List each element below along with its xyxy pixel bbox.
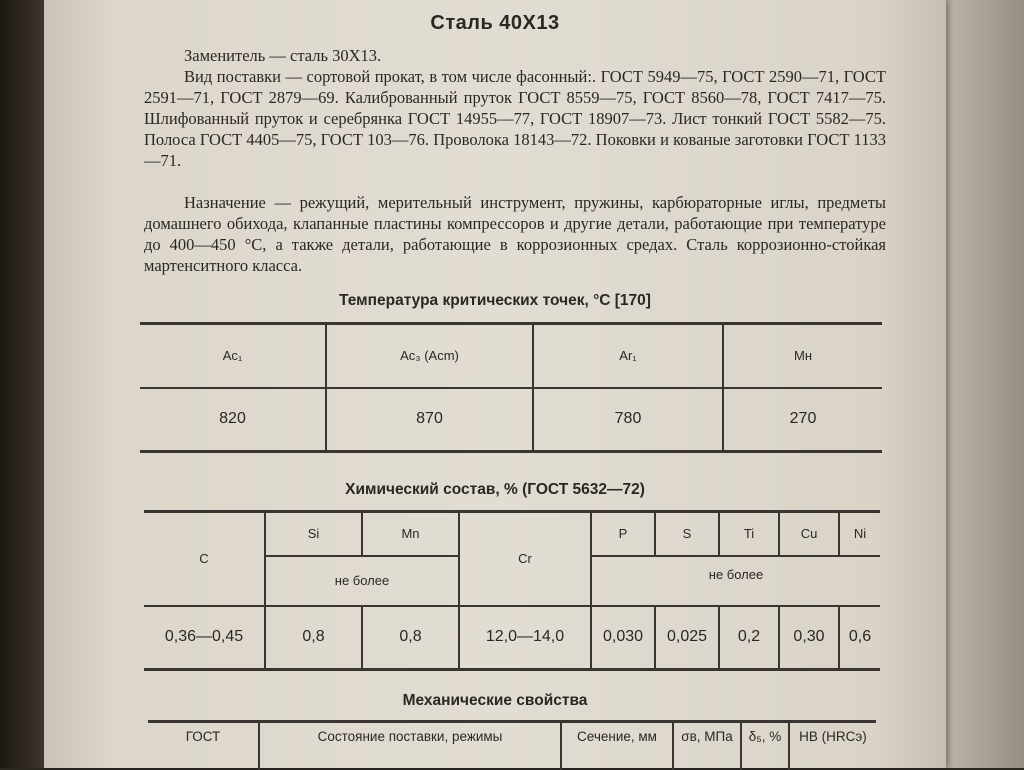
header-ac1: Ac₁ <box>140 324 326 388</box>
header-hb: HB (HRCэ) <box>789 722 876 770</box>
header-ti: Ti <box>719 512 779 556</box>
header-gost: ГОСТ <box>148 722 259 770</box>
not-more-impurities: не более <box>591 556 880 606</box>
header-s: S <box>655 512 719 556</box>
value-c: 0,36—0,45 <box>144 606 265 670</box>
value-ac3: 870 <box>326 388 533 452</box>
mechanical-title: Механические свойства <box>402 692 588 709</box>
header-ni: Ni <box>839 512 880 556</box>
header-state: Состояние поставки, режимы <box>259 722 561 770</box>
critical-points-table <box>140 322 882 453</box>
header-delta: δ₅, % <box>741 722 789 770</box>
header-cr: Cr <box>459 512 591 606</box>
header-ar1: Ar₁ <box>533 324 723 388</box>
value-cr: 12,0—14,0 <box>459 606 591 670</box>
header-c: C <box>144 512 265 606</box>
value-cu: 0,30 <box>779 606 839 670</box>
critical-header-row <box>140 324 882 388</box>
header-mn-chem: Mn <box>362 512 459 556</box>
not-more-si-mn: не более <box>265 556 459 606</box>
chemical-table <box>144 510 880 671</box>
chem-header-row <box>144 512 880 556</box>
value-ni: 0,6 <box>839 606 880 670</box>
header-cu: Cu <box>779 512 839 556</box>
value-p: 0,030 <box>591 606 655 670</box>
purpose-paragraph: Назначение — режущий, мерительный инструмент, пружины, карбюраторные иглы, предметы домашнего обихода, клапанные пластины компрессоров и другие детали, работающие при температуре до 400—450 °С, а также детали, работающие в коррозионных средах. Сталь коррозионно-стойкая мартенситного класса. <box>144 193 886 275</box>
value-s: 0,025 <box>655 606 719 670</box>
page-title: Сталь 40Х13 <box>430 12 560 34</box>
header-ac3: Ac₃ (Acm) <box>326 324 533 388</box>
value-mn-chem: 0,8 <box>362 606 459 670</box>
supply-paragraph: Вид поставки — сортовой прокат, в том числе фасонный:. ГОСТ 5949—75, ГОСТ 2590—71, ГОСТ 2591—71, ГОСТ 2879—69. Калиброванный пруток ГОСТ 8559—75, ГОСТ 8560—78, ГОСТ 7417—75. Шлифованный пруток и серебрянка ГОСТ 14955—77, ГОСТ 18907—73. Лист тонкий ГОСТ 5582—75. Полоса ГОСТ 4405—75, ГОСТ 103—76. Проволока 18143—72. Поковки и кованые заготовки ГОСТ 1133—71. <box>144 67 886 170</box>
mechanical-table <box>148 720 876 770</box>
value-ac1: 820 <box>140 388 326 452</box>
header-section: Сечение, мм <box>561 722 673 770</box>
value-ar1: 780 <box>533 388 723 452</box>
header-sigma: σв, МПа <box>673 722 741 770</box>
substitute-paragraph: Заменитель — сталь 30Х13. <box>184 46 382 65</box>
value-ti: 0,2 <box>719 606 779 670</box>
mech-header-row <box>148 722 876 770</box>
header-p: P <box>591 512 655 556</box>
critical-points-title: Температура критических точек, °С [170] <box>339 292 651 309</box>
chem-value-row <box>144 606 880 670</box>
chemical-title: Химический состав, % (ГОСТ 5632—72) <box>345 481 645 498</box>
value-mn: 270 <box>723 388 882 452</box>
value-si: 0,8 <box>265 606 362 670</box>
book-page <box>44 0 946 768</box>
critical-value-row <box>140 388 882 452</box>
header-mn: Mн <box>723 324 882 388</box>
header-si: Si <box>265 512 362 556</box>
